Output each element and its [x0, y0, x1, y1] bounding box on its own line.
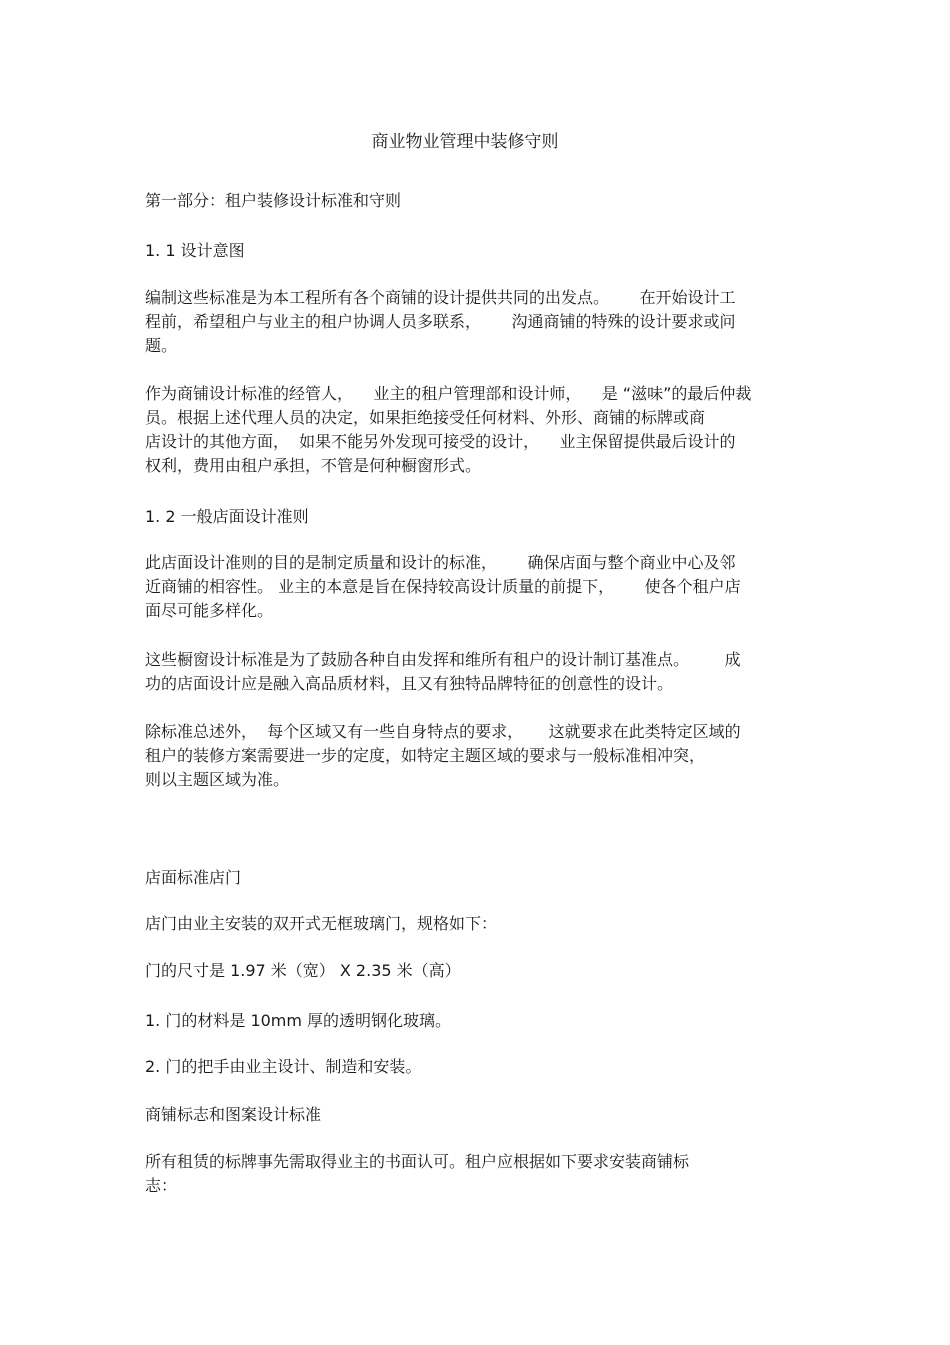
text-line: 编制这些标准是为本工程所有各个商铺的设计提供共同的出发点。 在开始设计工 — [145, 288, 736, 307]
section-heading: 第一部分：租户装修设计标准和守则 — [145, 191, 402, 210]
heading-1-2: 1. 2 一般店面设计准则 — [145, 507, 309, 526]
text-line: 功的店面设计应是融入高品质材料，且又有独特品牌特征的创意性的设计。 — [145, 674, 674, 693]
heading-sign-standards: 商铺标志和图案设计标准 — [145, 1105, 322, 1124]
text-line: 这些橱窗设计标准是为了鼓励各种自由发挥和维所有租户的设计制订基准点。 成 — [145, 650, 741, 669]
text-line: 题。 — [145, 336, 178, 355]
document-title: 商业物业管理中装修守则 — [371, 132, 559, 152]
paragraph-door-install: 店门由业主安装的双开式无框玻璃门，规格如下： — [145, 914, 498, 933]
text-line: 权利，费用由租户承担，不管是何种橱窗形式。 — [145, 456, 482, 475]
paragraph-storefront-purpose — [145, 551, 810, 623]
paragraph-window-standards — [145, 648, 810, 696]
paragraph-door-size: 门的尺寸是 1.97 米（宽） X 2.35 米（高） — [145, 961, 461, 980]
text-line: 作为商铺设计标准的经管人， 业主的租户管理部和设计师， 是 “滋味”的最后仲裁 — [145, 384, 752, 403]
list-item-door-material: 1. 门的材料是 10mm 厚的透明钢化玻璃。 — [145, 1011, 452, 1030]
paragraph-manager-role — [145, 382, 810, 478]
text-line: 此店面设计准则的目的是制定质量和设计的标准， 确保店面与整个商业中心及邻 — [145, 553, 736, 572]
list-item-door-handle: 2. 门的把手由业主设计、制造和安装。 — [145, 1057, 422, 1076]
paragraph-zone-requirements — [145, 720, 810, 792]
heading-1-1: 1. 1 设计意图 — [145, 241, 245, 260]
text-line: 面尽可能多样化。 — [145, 601, 274, 620]
text-line: 所有租赁的标牌事先需取得业主的书面认可。租户应根据如下要求安装商铺标 — [145, 1152, 690, 1171]
text-line: 近商铺的相容性。 业主的本意是旨在保持较高设计质量的前提下， 使各个租户店 — [145, 577, 741, 596]
paragraph-design-intent — [145, 286, 810, 358]
text-line: 除标准总述外， 每个区域又有一些自身特点的要求， 这就要求在此类特定区域的 — [145, 722, 741, 741]
text-line: 员。根据上述代理人员的决定，如果拒绝接受任何材料、外形、商铺的标牌或商 — [145, 408, 706, 427]
text-line: 租户的装修方案需要进一步的定度，如特定主题区域的要求与一般标准相冲突， — [145, 746, 706, 765]
heading-store-door: 店面标准店门 — [145, 868, 242, 887]
text-line: 程前，希望租户与业主的租户协调人员多联系， 沟通商铺的特殊的设计要求或问 — [145, 312, 736, 331]
text-line: 店设计的其他方面， 如果不能另外发现可接受的设计， 业主保留提供最后设计的 — [145, 432, 736, 451]
text-line: 则以主题区域为准。 — [145, 770, 290, 789]
paragraph-sign-approval — [145, 1150, 810, 1198]
text-line: 志： — [145, 1176, 178, 1195]
